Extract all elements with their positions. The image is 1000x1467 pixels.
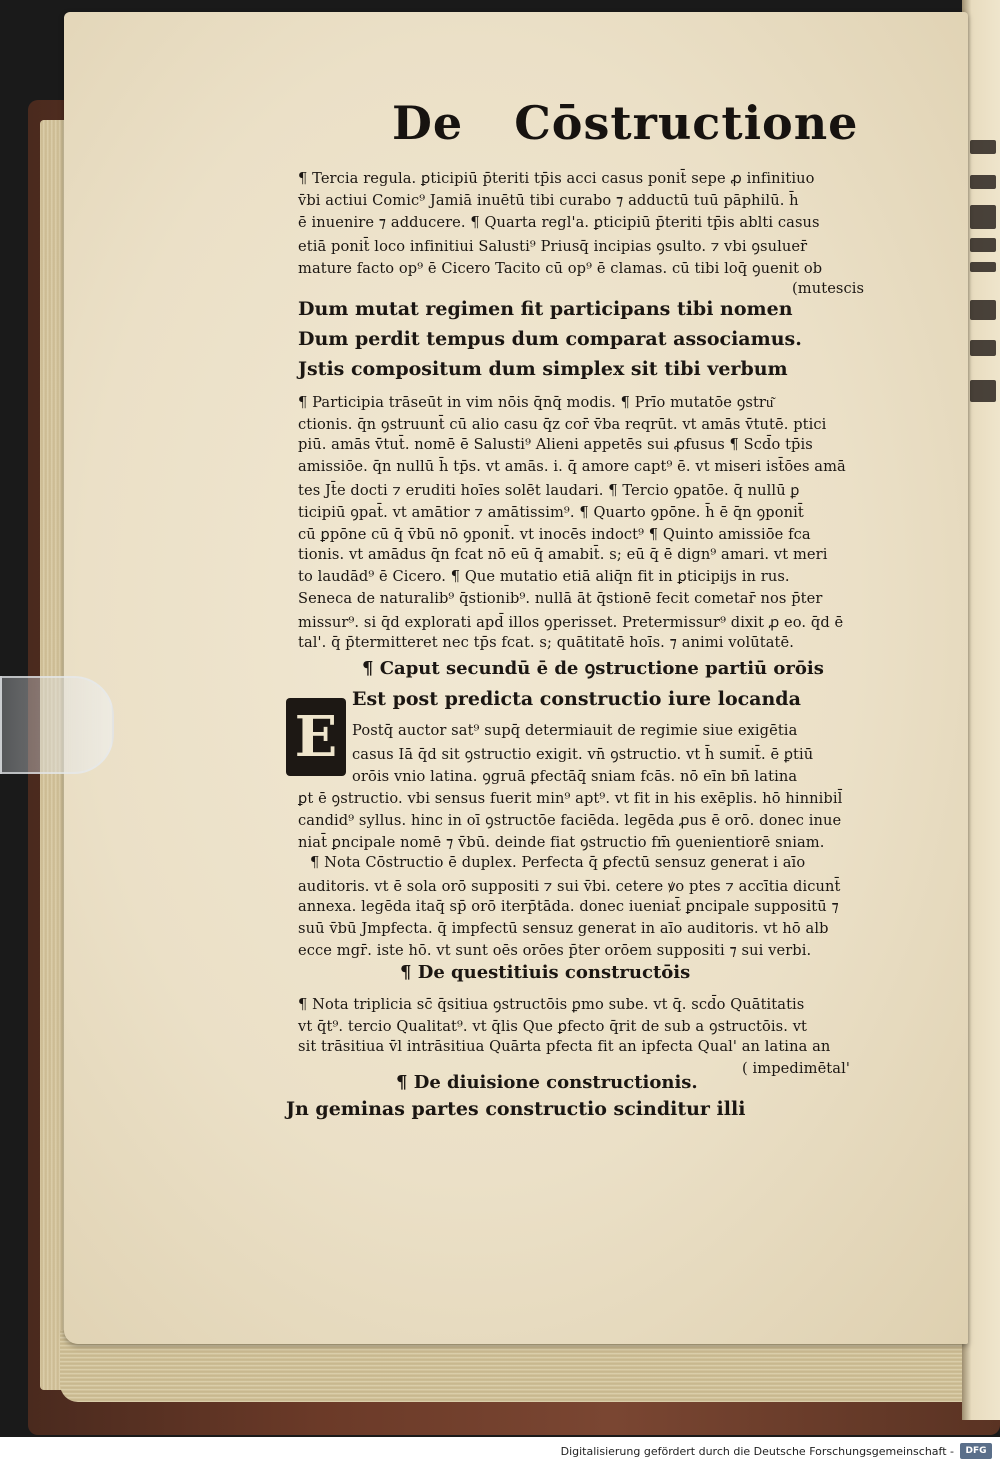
decorated-initial: [286, 698, 346, 776]
text-line: ctionis. q̄n ꝯstruunt̄ cū alio casu q̄z cor̄ v̄ba reqrūt. vt amās v̄tutē. ptici: [298, 416, 827, 433]
text-line: missur⁹. si q̄d explorati apd̄ illos ꝯperisset. Pretermissur⁹ dixit ꝓ eo. q̄d ē: [298, 614, 844, 631]
facing-page-letter: [970, 140, 996, 154]
section-rubric: ¶ Caput secundū ē de ꝯstructione partiū orōis: [362, 658, 824, 679]
text-line: tal'. q̄ p̄termitteret nec tp̄s fcat. s; quātitatē hoīs. ⁊ animi volūtatē.: [298, 634, 794, 651]
verse-line: Jn geminas partes constructio scinditur illi: [286, 1098, 746, 1120]
text-line: ecce mgr̄. iste hō. vt sunt oēs orōes p̄ter orōem suppositi ⁊ sui verbi.: [298, 942, 812, 959]
text-line: v̄bi actiui Comic⁹ Jamiā inuētū tibi curabo ⁊ adductū tuū pāphilū. h̄: [298, 192, 799, 209]
text-line: ē inuenire ⁊ adducere. ¶ Quarta regl'a. ꝑticipiū p̄teriti tp̄is ablti casus: [298, 214, 820, 231]
text-line: ¶ Participia trāseūt in vim nōis q̄nq̄ modis. ¶ Prīo mutatōe ꝯstru͂: [298, 394, 774, 411]
verse-line: Jstis compositum dum simplex sit tibi verbum: [298, 358, 788, 380]
text-line: auditoris. vt ē sola orō suppositi ⁊ sui v̄bi. cetere ꝟo ptes ⁊ accītia dicunt̄: [298, 878, 841, 895]
text-line: annexa. legēda itaq̄ sp̄ orō iterp̄tāda. donec iueniat̄ ꝑncipale suppositū ⁊: [298, 898, 839, 915]
text-line: ¶ Nota Cōstructio ē duplex. Perfecta q̄ ꝑfectū sensuz generat i aīo: [310, 854, 806, 871]
text-line: orōis vnio latina. ꝯgruā ꝑfectāq̄ sniam fcās. nō eīn bn̄ latina: [352, 768, 798, 785]
text-line: ¶ Nota triplicia sc̄ q̄sitiua ꝯstructōis ꝑmo sube. vt q̄. scd̄o Quātitatis: [298, 996, 805, 1013]
text-line: Postq̄ auctor sat⁹ supq̄ determiauit de regimie siue exigētia: [352, 722, 798, 739]
verse-line: Dum perdit tempus dum comparat associamus.: [298, 328, 802, 350]
text-line: cū ꝑpōne cū q̄ v̄bū nō ꝯponit̄. vt inocēs indoct⁹ ¶ Quinto amissiōe fca: [298, 526, 811, 543]
dfg-logo: DFG: [960, 1443, 992, 1459]
text-line: to laudād⁹ ē Cicero. ¶ Que mutatio etiā aliq̄n fit in ꝑticipijs in rus.: [298, 568, 790, 585]
facing-page-letter: [970, 262, 996, 272]
text-line: suū v̄bū Jmpfecta. q̄ impfectū sensuz generat in aīo auditoris. vt hō alb: [298, 920, 829, 937]
facing-page-letter: [970, 380, 996, 402]
text-line: mature facto op⁹ ē Cicero Tacito cū op⁹ ē clamas. cū tibi loq̄ ꝯuenit ob: [298, 260, 823, 277]
text-line: ( impedimētal': [742, 1060, 850, 1077]
text-line: piū. amās v̄tut̄. nomē ē Salusti⁹ Alieni appetēs sui ꝓfusus ¶ Scd̄o tp̄is: [298, 436, 813, 453]
facing-page-letter: [970, 340, 996, 356]
text-line: ticipiū ꝯpat̄. vt amātior ⁊ amātissim⁹. ¶ Quarto ꝯpōne. h̄ ē q̄n ꝯponit̄: [298, 504, 804, 521]
text-line: casus Iā q̄d sit ꝯstructio exigit. vn̄ ꝯstructio. vt h̄ sumit̄. ē ꝑtiū: [352, 746, 814, 763]
text-line: vt q̄t⁹. tercio Qualitat⁹. vt q̄lis Que ꝑfecto q̄rit de sub a ꝯstructōis. vt: [298, 1018, 808, 1035]
heading-word-constructione: Cōstructione: [514, 96, 859, 150]
text-line: candid⁹ syllus. hinc in oī ꝯstructōe faciēda. legēda ꝓus ē orō. donec inue: [298, 812, 842, 829]
heading-word-de: De: [392, 96, 464, 150]
text-line: etiā ponit̄ loco infinitiui Salusti⁹ Priusq̄ incipias ꝯsulto. ⁊ vbi ꝯsuluer̄: [298, 238, 808, 255]
text-line: sit trāsitiua v̄l intrāsitiua Quārta pfecta fit an ipfecta Qual' an latina an: [298, 1038, 831, 1055]
facing-page-letter: [970, 300, 996, 320]
page-heading: [392, 96, 859, 150]
text-line: Seneca de naturalib⁹ q̄stionib⁹. nullā āt q̄stionē fecit cometar̄ nos p̄ter: [298, 590, 823, 607]
section-rubric: ¶ De questitiuis constructōis: [400, 962, 691, 983]
text-line: niat̄ ꝑncipale nomē ⁊ v̄bū. deinde fiat ꝯstructio fm̄ ꝯuenientiorē sniam.: [298, 834, 825, 851]
initial-letter: E: [294, 704, 338, 770]
footer-credit: Digitalisierung gefördert durch die Deutsche Forschungsgemeinschaft -: [560, 1445, 954, 1458]
section-rubric: ¶ De diuisione constructionis.: [396, 1072, 698, 1093]
digitization-footer: [0, 1437, 1000, 1467]
text-line: amissiōe. q̄n nullū h̄ tp̄s. vt amās. i. q̄ amore capt⁹ ē. vt miseri ist̄ōes amā: [298, 458, 846, 475]
text-line: (mutescis: [792, 280, 865, 297]
facing-page-letter: [970, 205, 996, 229]
page-clip: [0, 676, 114, 774]
text-line: tionis. vt amādus q̄n fcat nō eū q̄ amabit̄. s; eū q̄ ē dign⁹ amari. vt meri: [298, 546, 828, 563]
verse-line: Dum mutat regimen fit participans tibi nomen: [298, 298, 793, 320]
verse-line: Est post predicta constructio iure locanda: [352, 688, 801, 710]
text-line: ¶ Tercia regula. ꝑticipiū p̄teriti tp̄is acci casus ponit̄ sepe ꝓ infinitiuo: [298, 170, 815, 187]
text-line: ꝑt ē ꝯstructio. vbi sensus fuerit min⁹ apt⁹. vt fit in his exēplis. hō hinnibil̄: [298, 790, 843, 807]
facing-page-letter: [970, 175, 996, 189]
facing-page-letter: [970, 238, 996, 252]
text-line: tes Jt̄e docti ⁊ eruditi hoīes solēt laudari. ¶ Tercio ꝯpatōe. q̄ nullū ꝑ: [298, 482, 800, 499]
